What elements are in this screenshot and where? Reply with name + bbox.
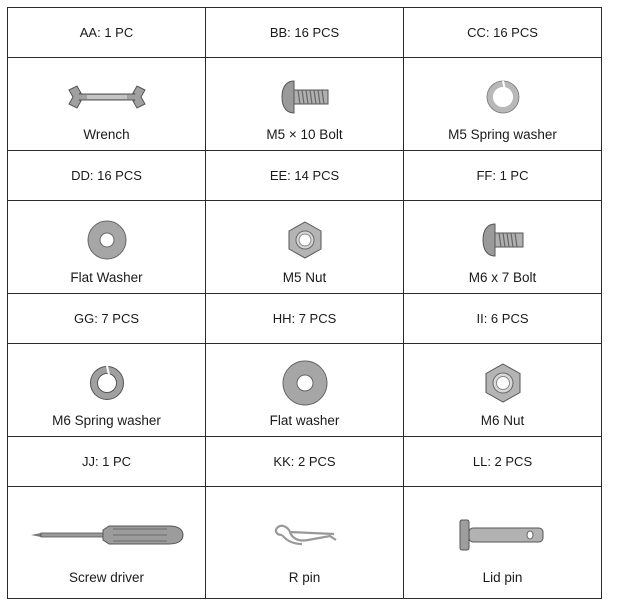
spring-washer-icon (486, 80, 520, 114)
item-row (8, 201, 602, 294)
lid-pin-icon (458, 518, 548, 552)
item-row (8, 344, 602, 437)
item-row (8, 487, 602, 599)
item-code: JJ: 1 PC (8, 437, 206, 487)
r-pin-icon (272, 520, 338, 550)
wrench-icon (65, 82, 149, 112)
item-name: Flat Washer (70, 269, 143, 285)
flat-washer-icon (85, 218, 129, 262)
item-cell (206, 344, 404, 437)
item-row (8, 58, 602, 151)
item-name: M5 Nut (282, 269, 327, 285)
bolt-icon (278, 79, 332, 115)
spring-washer-icon (89, 365, 125, 401)
item-code: II: 6 PCS (404, 294, 602, 344)
header-row (8, 8, 602, 58)
header-row (8, 151, 602, 201)
item-cell (206, 201, 404, 294)
item-name: M5 Spring washer (448, 126, 557, 142)
item-code: BB: 16 PCS (206, 8, 404, 58)
hardware-parts-table (7, 7, 602, 599)
item-cell (8, 58, 206, 151)
item-name: M6 x 7 Bolt (468, 269, 537, 285)
item-code: LL: 2 PCS (404, 437, 602, 487)
item-name: Flat washer (269, 412, 340, 428)
hex-nut-icon (482, 362, 524, 404)
item-name: Lid pin (482, 570, 523, 585)
header-row (8, 294, 602, 344)
item-cell (404, 58, 602, 151)
item-name: M6 Nut (480, 412, 525, 428)
item-code: AA: 1 PC (8, 8, 206, 58)
item-cell (8, 487, 206, 599)
item-code: EE: 14 PCS (206, 151, 404, 201)
hex-nut-icon (285, 220, 325, 260)
item-cell (206, 58, 404, 151)
item-cell (206, 487, 404, 599)
item-name: R pin (288, 570, 321, 585)
screwdriver-icon (29, 521, 185, 549)
item-code: HH: 7 PCS (206, 294, 404, 344)
header-row (8, 437, 602, 487)
bolt-icon (479, 222, 527, 258)
item-name: Screw driver (68, 570, 144, 585)
item-code: KK: 2 PCS (206, 437, 404, 487)
item-code: GG: 7 PCS (8, 294, 206, 344)
item-code: DD: 16 PCS (8, 151, 206, 201)
item-cell (8, 344, 206, 437)
item-cell (404, 487, 602, 599)
item-code: FF: 1 PC (404, 151, 602, 201)
item-name: M6 Spring washer (52, 412, 161, 428)
item-cell (404, 344, 602, 437)
item-name: Wrench (83, 126, 130, 142)
item-name: M5 × 10 Bolt (266, 126, 343, 142)
flat-washer-icon (281, 359, 329, 407)
item-code: CC: 16 PCS (404, 8, 602, 58)
item-cell (404, 201, 602, 294)
item-cell (8, 201, 206, 294)
